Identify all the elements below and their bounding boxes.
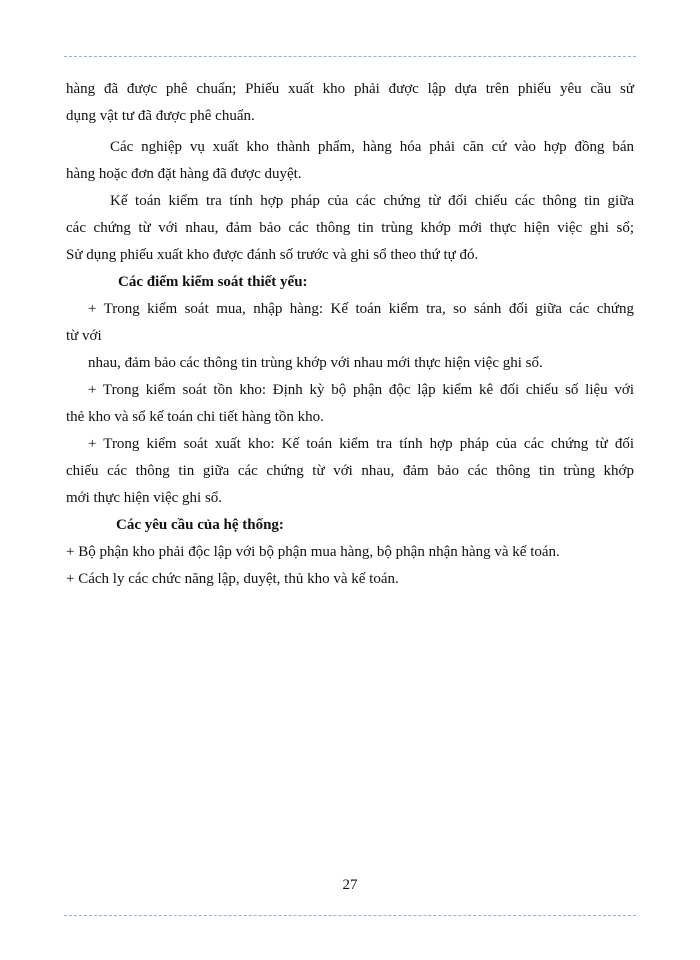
list-item: + Trong kiểm soát mua, nhập hàng: Kế toán kiểm tra, so sánh đối giữa các chứng bbox=[88, 301, 634, 317]
list-item-continuation: từ với bbox=[66, 328, 102, 344]
list-item: + Cách ly các chức năng lập, duyệt, thủ kho và kế toán. bbox=[66, 571, 399, 587]
footer-rule bbox=[64, 915, 636, 916]
list-item-continuation: thẻ kho và sổ kế toán chi tiết hàng tồn kho. bbox=[66, 409, 324, 425]
paragraph-line: hàng hoặc đơn đặt hàng đã được duyệt. bbox=[66, 166, 302, 182]
list-item-continuation: nhau, đảm bảo các thông tin trùng khớp với nhau mới thực hiện việc ghi sổ. bbox=[88, 355, 543, 371]
list-item-continuation: chiếu các thông tin giữa các chứng từ với nhau, đảm bảo các thông tin trùng khớp bbox=[66, 463, 634, 479]
paragraph-line: Kế toán kiểm tra tính hợp pháp của các chứng từ đối chiếu các thông tin giữa bbox=[110, 193, 634, 209]
list-item: + Trong kiểm soát xuất kho: Kế toán kiểm tra tính hợp pháp của các chứng từ đối bbox=[88, 436, 634, 452]
paragraph-line: hàng đã được phê chuẩn; Phiếu xuất kho phải được lập dựa trên phiếu yêu cầu sử bbox=[66, 81, 634, 97]
list-item: + Bộ phận kho phải độc lập với bộ phận mua hàng, bộ phận nhận hàng và kế toán. bbox=[66, 544, 560, 560]
document-body bbox=[66, 76, 634, 593]
header-rule bbox=[64, 56, 636, 57]
list-item-continuation: mới thực hiện việc ghi sổ. bbox=[66, 490, 223, 506]
page-number: 27 bbox=[342, 877, 358, 893]
paragraph-line: Sử dụng phiếu xuất kho được đánh số trước và ghi sổ theo thứ tự đó. bbox=[66, 247, 479, 263]
paragraph-line: dụng vật tư đã được phê chuẩn. bbox=[66, 108, 255, 124]
list-item: + Trong kiểm soát tồn kho: Định kỳ bộ phận độc lập kiểm kê đối chiếu số liệu với bbox=[88, 382, 634, 398]
section-heading: Các yêu cầu của hệ thống: bbox=[116, 517, 284, 533]
paragraph-line: Các nghiệp vụ xuất kho thành phẩm, hàng hóa phải căn cứ vào hợp đồng bán bbox=[110, 139, 634, 155]
paragraph-line: các chứng từ với nhau, đảm bảo các thông tin trùng khớp mới thực hiện việc ghi sổ; bbox=[66, 220, 634, 236]
section-heading: Các điểm kiểm soát thiết yếu: bbox=[118, 274, 308, 290]
